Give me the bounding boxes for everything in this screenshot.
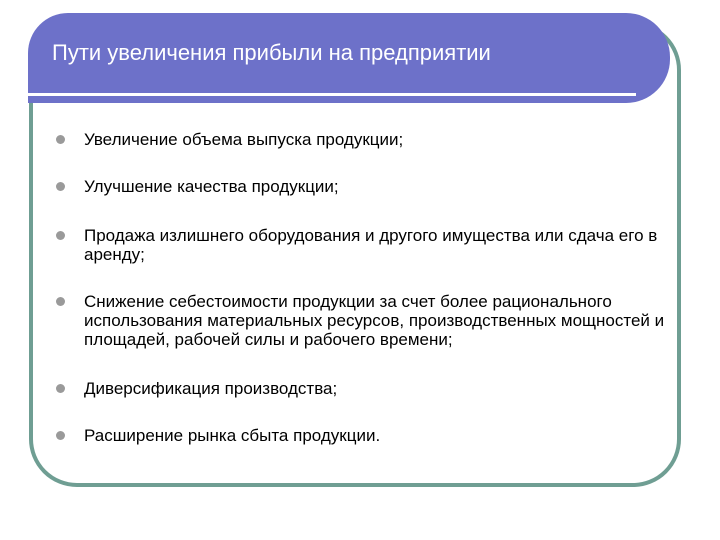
bullet-dot-icon <box>56 384 65 393</box>
bullet-text: Расширение рынка сбыта продукции. <box>84 426 381 445</box>
bullet-dot-icon <box>56 135 65 144</box>
bullet-dot-icon <box>56 182 65 191</box>
slide-title: Пути увеличения прибыли на предприятии <box>52 40 491 65</box>
bullet-text: Увеличение объема выпуска продукции; <box>84 130 404 149</box>
bullet-dot-icon <box>56 431 65 440</box>
bullet-dot-icon <box>56 231 65 240</box>
bullet-text: Улучшение качества продукции; <box>84 177 339 196</box>
bullet-item <box>56 226 676 264</box>
bullet-item <box>56 379 676 398</box>
bullet-text: Снижение себестоимости продукции за счет более рационального использования материальных ресурсов, производственных мощностей и площадей, рабочей силы и рабочего времени; <box>84 292 665 349</box>
bullet-item <box>56 130 676 149</box>
bullet-item <box>56 426 676 445</box>
bullet-item <box>56 177 676 196</box>
title-underline <box>28 93 636 96</box>
bullet-dot-icon <box>56 297 65 306</box>
bullet-text: Диверсификация производства; <box>84 379 338 398</box>
bullet-list <box>56 124 676 445</box>
bullet-text: Продажа излишнего оборудования и другого имущества или сдача его в аренду; <box>84 226 658 264</box>
bullet-item <box>56 292 676 349</box>
